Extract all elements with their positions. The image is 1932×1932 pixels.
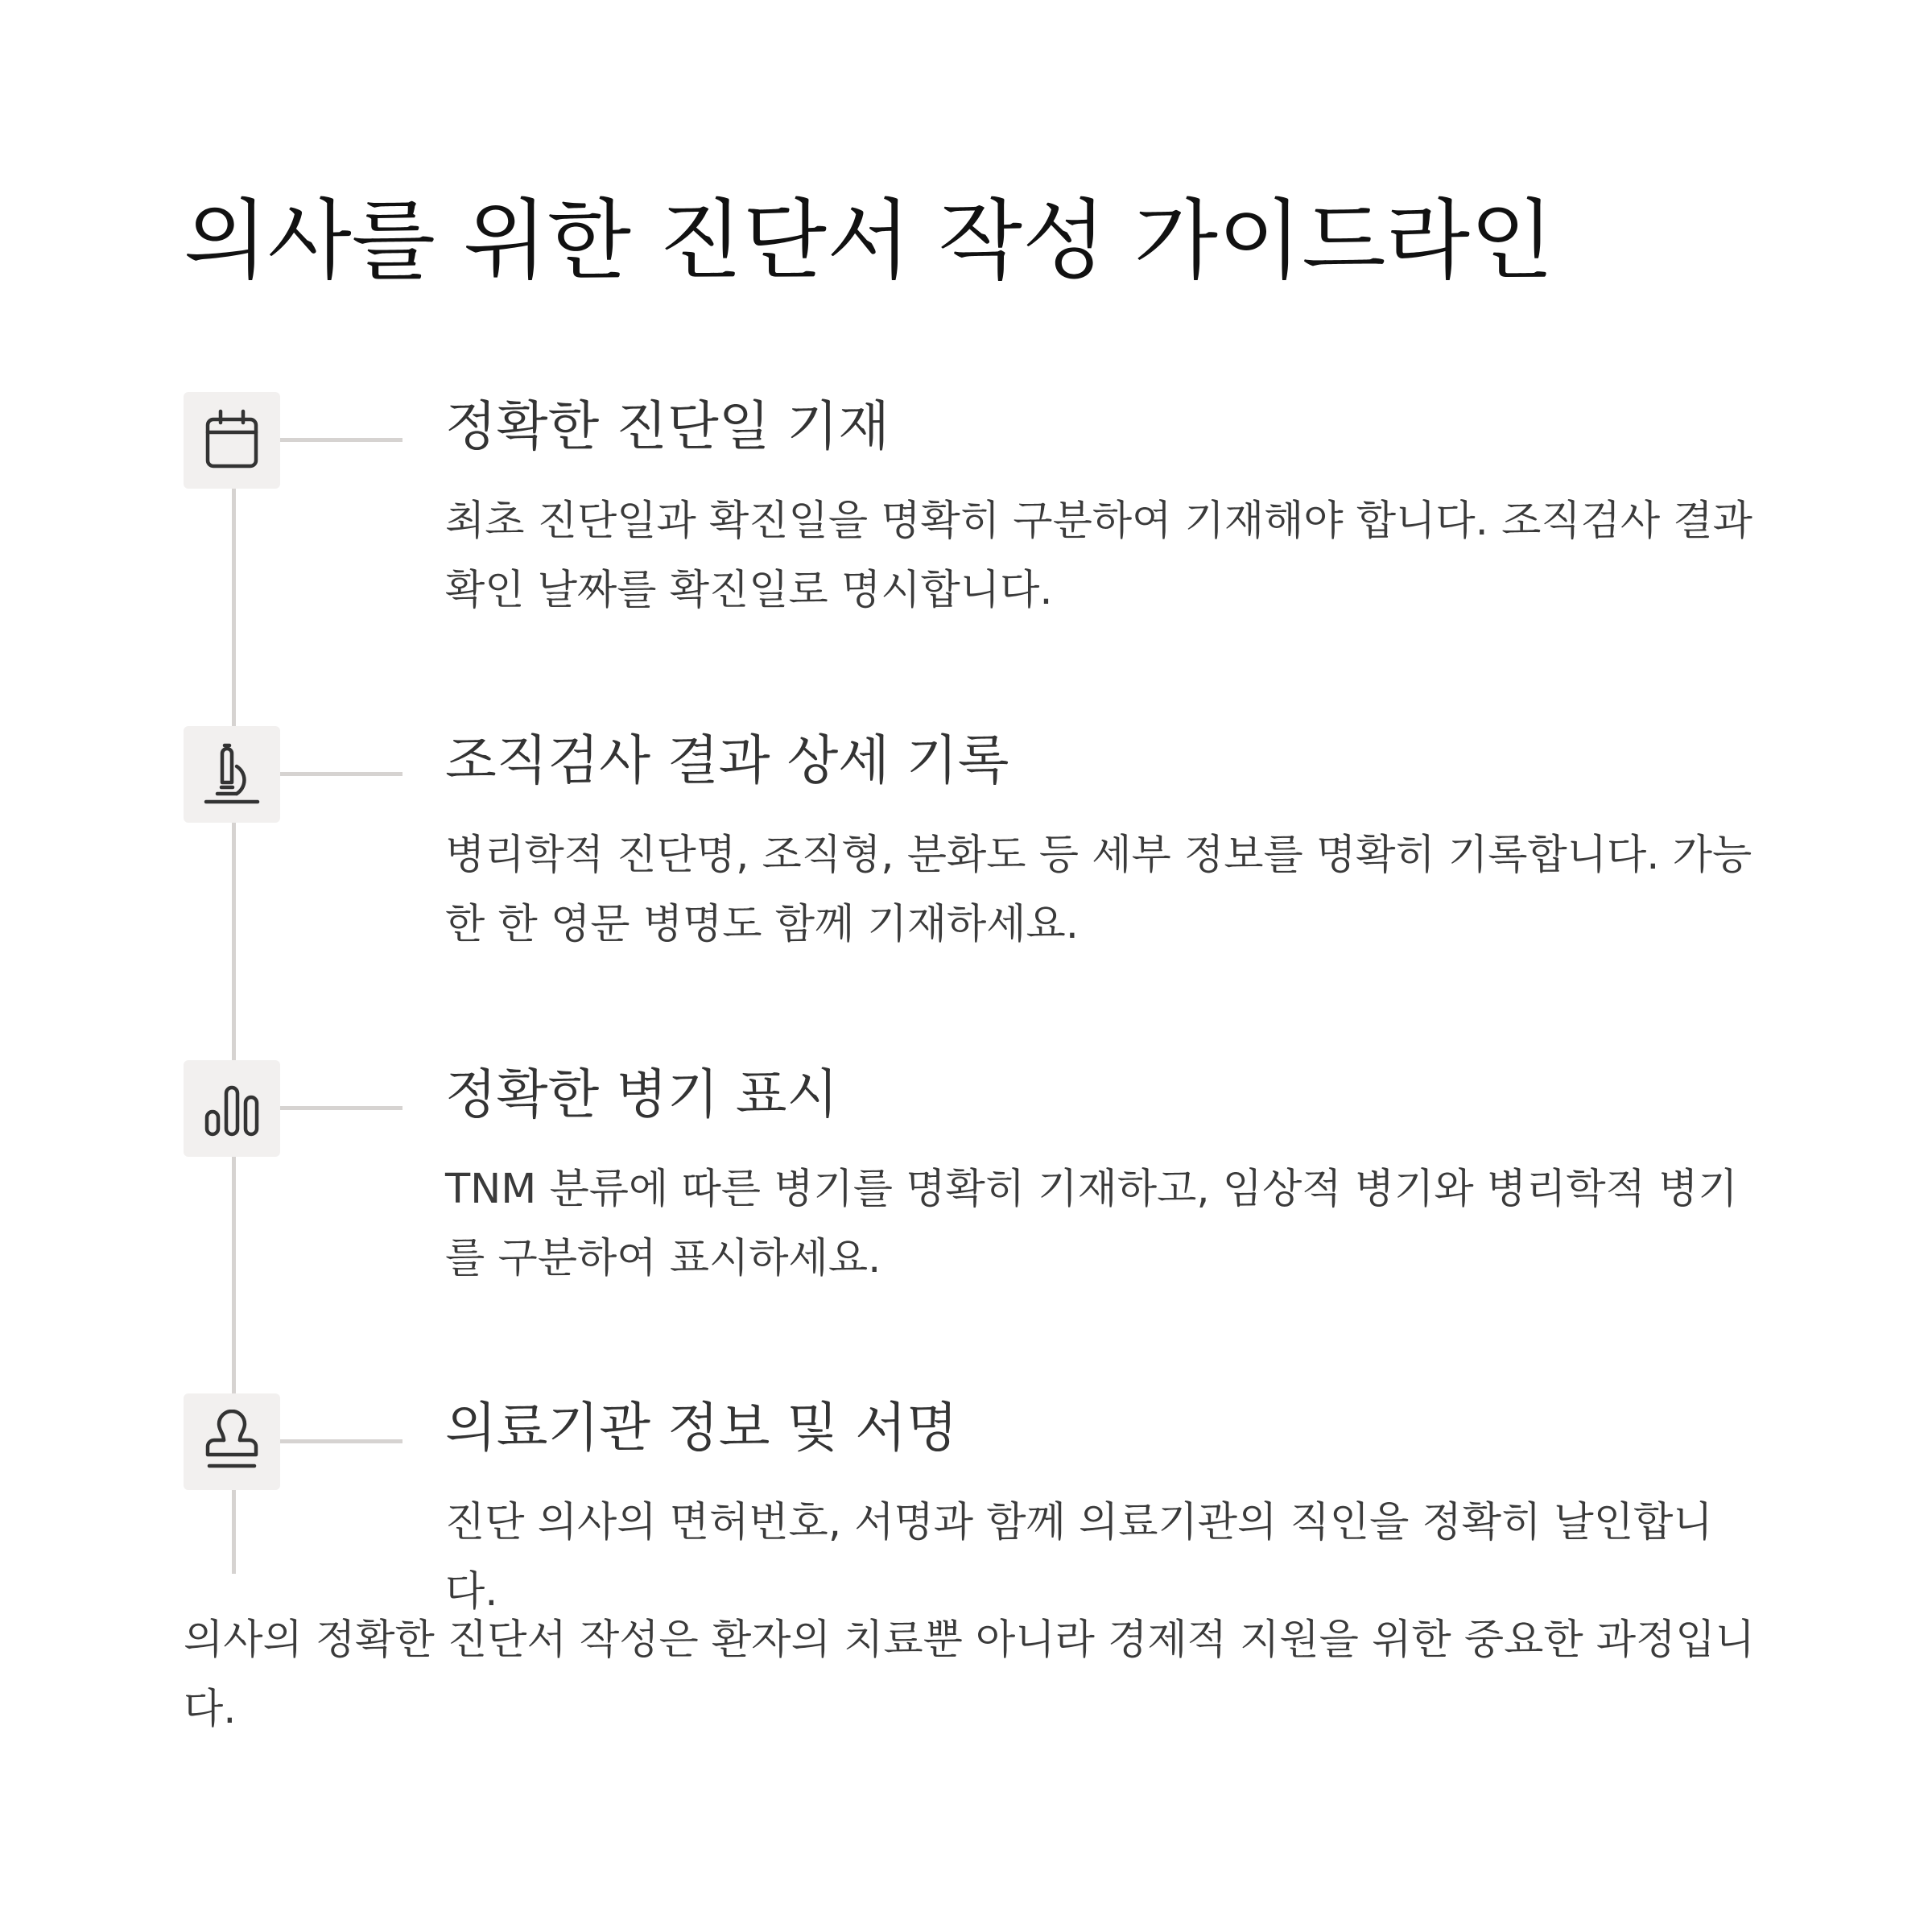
step-connector bbox=[280, 1439, 402, 1443]
microscope-icon bbox=[200, 742, 264, 807]
step-title: 정확한 진단일 기재 bbox=[445, 395, 890, 457]
step-icon-box bbox=[184, 726, 280, 823]
step-connector bbox=[280, 1106, 402, 1110]
step-icon-box bbox=[184, 1060, 280, 1157]
step-title: 정확한 병기 표시 bbox=[445, 1063, 839, 1125]
step-description: 최초 진단일과 확진일을 명확히 구분하여 기재해야 합니다. 조직검사 결과 확인 날짜를 확진일로 명시합니다. bbox=[445, 497, 1752, 614]
calendar-icon bbox=[200, 408, 264, 473]
step-title: 조직검사 결과 상세 기록 bbox=[445, 729, 1009, 791]
step-connector bbox=[280, 772, 402, 776]
footer-note: 의사의 정확한 진단서 작성은 환자의 치료뿐 아니라 경제적 지원을 위한 중요한 과정입니다. bbox=[184, 1616, 1755, 1733]
page-title: 의사를 위한 진단서 작성 가이드라인 bbox=[184, 191, 1554, 291]
step-description: TNM 분류에 따른 병기를 명확히 기재하고, 임상적 병기와 병리학적 병기를 구분하여 표시하세요. bbox=[445, 1166, 1738, 1282]
step-description: 진단 의사의 면허번호, 서명과 함께 의료기관의 직인을 정확히 날인합니다. bbox=[445, 1499, 1713, 1616]
step-connector bbox=[280, 438, 402, 442]
stamp-icon bbox=[200, 1410, 264, 1474]
step-icon-box bbox=[184, 1393, 280, 1490]
bar-chart-icon bbox=[200, 1076, 264, 1141]
step-title: 의료기관 정보 및 서명 bbox=[445, 1397, 958, 1459]
step-icon-box bbox=[184, 392, 280, 489]
step-description: 병리학적 진단명, 조직형, 분화도 등 세부 정보를 명확히 기록합니다. 가능한 한 영문 병명도 함께 기재하세요. bbox=[445, 832, 1752, 948]
